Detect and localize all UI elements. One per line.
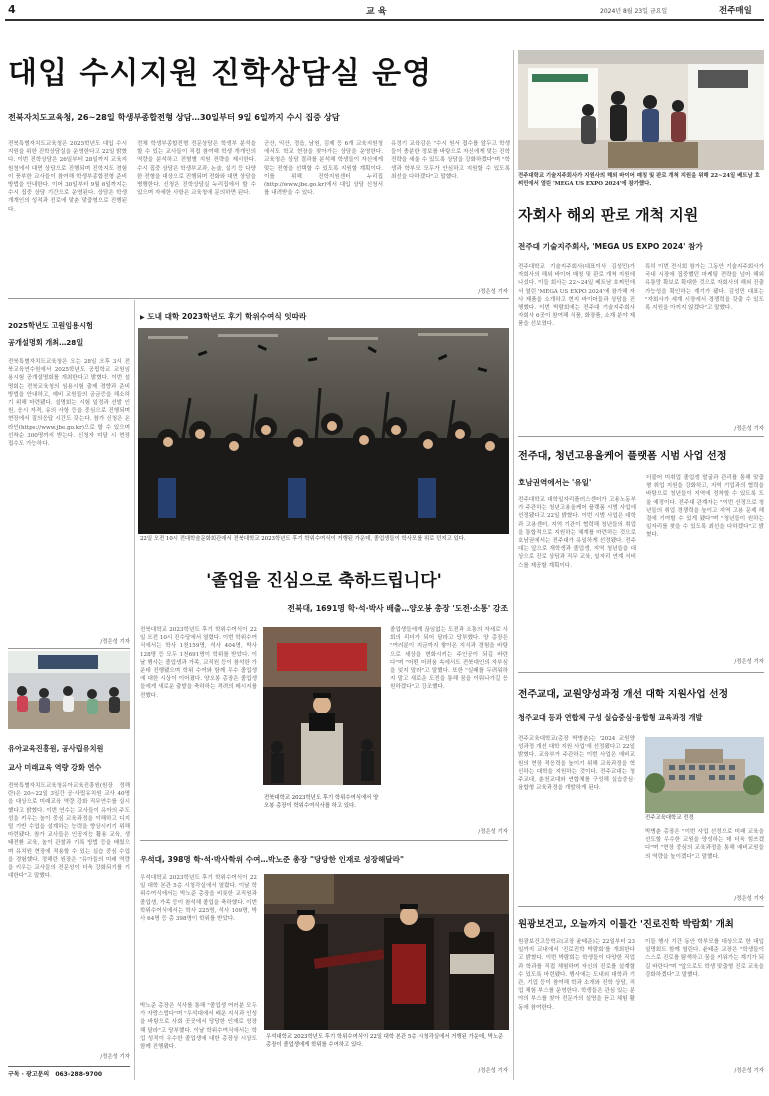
- lead-headline: 대입 수시지원 진학상담실 운영: [8, 56, 433, 91]
- graduation-col-3: 졸업생들에게 끊임없는 도전과 소통의 자세로 사회의 리더가 되어 달라고 당부했다. 양 총장은 "여러분이 지금까지 쌓아온 지식과 경험을 바탕으로 세상을 변화시키는 주인공이 되길 바란다"며 "어떤 어려움 속에서도 전북대인의 자부심을 잊지 말라"고 말했다. 또한 "실패를 두려워하지 말고 새로운 도전을 통해 꿈을 이뤄나가길 응원하겠다"고 강조했다.: [390, 627, 508, 691]
- side1-title: 공개설명회 개최…28일: [8, 338, 84, 347]
- expo-byline: /정은성 기자: [734, 426, 764, 432]
- side1-body: 전북특별자치도교육청은 오는 28일 오후 3시 전북교육연수원에서 2025학년도 공립학교 교원임용시험 공개설명회를 개최한다고 밝혔다. 이번 설명회는 전북교육청의 임용시험 출제 경향과 준비 방법을 안내하고, 예비 교원들의 궁금증을 해소하기 위해 마련됐다. 설명회는 시험 일정과 선발 인원, 응시 자격, 유의 사항 등을 중심으로 진행되며 현장에서 질의응답 시간도 갖는다. 참가 신청은 온라인(https://www.jbe.go.kr)으로 할 수 있으며 선착순 300명까지 받는다. 신청자 미달 시 현장 접수도 가능하다.: [8, 359, 130, 448]
- lead-rule: [8, 298, 509, 299]
- graduation-caption: 22일 오전 10시 전대학술문화회관에서 전북대학교 2023학년도 후기 학위수여식이 거행된 가운데, 졸업생들이 학사모를 위로 던지고 있다.: [140, 536, 466, 542]
- expo-caption: 전주대학교 기술지주회사가 지원사의 해외 바이어 매칭 및 판로 개척 지원을 위해 22~24일 베트남 호찌민에서 열린 'MEGA US EXPO 2024'에 참가했다.: [518, 173, 760, 187]
- side1-byline: /정은성 기자: [100, 639, 130, 645]
- subscription-label: 구독 · 광고문의: [8, 1071, 50, 1078]
- jeonju-univ-col-2: 더불어 미취업 졸업생 발굴과 관리를 통해 맞춤형 취업 지원을 강화하고, 지역 기업과의 협력을 바탕으로 청년들이 지역에 정착할 수 있도록 도울 예정이다. 전주대 관계자는 "이번 선정으로 청년들의 취업 경쟁력을 높이고 지역 고용 문제 해결에 기여할 수 있게 됐다"며 "청년들이 원하는 일자리를 찾을 수 있도록 최선을 다하겠다"고 밝혔다.: [646, 475, 764, 539]
- lead-byline: /정은성 기자: [478, 289, 508, 295]
- jnue-byline: /정은성 기자: [734, 896, 764, 902]
- woosuk-photo-image: [264, 874, 509, 1030]
- campus-photo-image: [645, 737, 764, 813]
- jnue-headline: 전주교대, 교원양성과정 개선 대학 지원사업 선정: [518, 689, 729, 700]
- side2-subtitle: 교사 미래교육 역량 강화 연수: [8, 763, 102, 772]
- jeonju-univ-byline: /정은성 기자: [734, 659, 764, 665]
- graduation-col-1: 전북대학교 2023학년도 후기 학위수여식이 22일 오전 10시 진수당에서 열렸다. 이번 학위수여식에서는 학사 1천159명, 석사 404명, 박사 128명 등 모두 1천691명이 학위를 받았다. 이날 행사는 졸업생과 가족, 교직원 등이 참석한 가운데 진행됐으며 학위 수여와 함께 우수 졸업생에 대한 시상이 이어졌다. 양오봉 총장은 졸업생들에게 새로운 출발을 축하하는 격려의 메시지를 전했다.: [140, 627, 257, 699]
- side1-rule: [8, 648, 130, 649]
- wonkwang-headline: 원광보건고, 오늘까지 이틀간 '진로진학 박람회' 개최: [518, 919, 734, 930]
- graduation-photo: [138, 328, 509, 534]
- jnue-col-2: 박병춘 총장은 "이번 사업 선정으로 미래 교육을 선도할 우수한 교원을 양성하는 데 더욱 힘쓰겠다"며 "현장 중심의 교육과정을 통해 예비교원들의 역량을 높이겠다"고 말했다.: [645, 829, 764, 860]
- wonkwang-col-1: 원광보건고등학교(교장 윤태준)는 22일부터 23일까지 교내에서 '진로진학 박람회'를 개최한다고 밝혔다. 이번 박람회는 학생들이 다양한 직업과 학과를 직접 체험하며 자신의 진로를 설계할 수 있도록 마련됐다. 행사에는 도내외 대학과 기관, 기업 등이 참여해 학과 소개와 진학 상담, 직업 체험 부스를 운영한다. 학생들은 관심 있는 분야의 부스를 찾아 전문가의 설명을 듣고 체험 활동에 참여한다.: [518, 939, 635, 1011]
- jnue-rule: [518, 906, 764, 907]
- expo-rule: [518, 436, 764, 437]
- lead-col-2: 전체 학생부종합전형 전문상담은 학생부 분석을 할 수 있는 교사들이 직접 참여해 학생 개개인의 역량을 분석하고 전형별 지원 전략을 제시한다. 수시 집중 상담은 학생부교과, 논술, 실기 등 다양한 전형을 대상으로 진행되며 전화와 대면 상담을 병행한다. 신청은 진학상담실 누리집에서 할 수 있으며 자세한 사항은 교육청에 문의하면 된다.: [137, 141, 256, 197]
- jeonju-univ-rule: [518, 672, 764, 673]
- jnue-subhead: 청주교대 등과 연합체 구성 실습중심·융합형 교육과정 개발: [518, 713, 703, 722]
- wonkwang-byline: /정은성 기자: [734, 1068, 764, 1074]
- graduation-rule: [140, 840, 508, 841]
- masthead-rule: [5, 19, 764, 21]
- jnue-photo: [645, 737, 764, 813]
- graduation-banner: [140, 311, 508, 322]
- woosuk-byline: /정은성 기자: [478, 1068, 508, 1074]
- graduation-byline: /정은성 기자: [478, 829, 508, 835]
- expo-photo-image: [518, 50, 764, 170]
- side2-body: 전북특별자치도교육청유아교육진흥원(원장 정해란)은 20~22일 3일간 공·사립유치원 교사 40명을 대상으로 미래교육 역량 강화 직무연수를 실시했다고 밝혔다. 이번 연수는 교사들이 유아의 주도성을 키우는 놀이 중심 교육과정을 이해하고 디지털 기반 수업을 설계하는 능력을 향상시키기 위해 마련됐다. 참가 교사들은 인공지능 활용 교육, 생태전환 교육, 놀이 관찰과 기록 방법 등을 배웠으며 유치원 현장에 적용할 수 있는 실습 중심 수업을 경험했다. 정해란 원장은 "유아들의 미래 역량을 키우는 교사들의 전문성이 더욱 강화되기를 기대한다"고 말했다.: [8, 783, 130, 880]
- jeonju-univ-col-1: 전주대학교 대학일자리플러스센터가 고용노동부가 주관하는 청년고용올케어 플랫폼 시범 사업에 선정됐다고 22일 밝혔다. 이번 시범 사업은 대학과 고용센터, 지역 기관이 협력해 청년들의 취업을 통합적으로 지원하는 체계를 마련하는 것으로 호남권에서는 전주대가 유일하게 선정됐다. 전주대는 앞으로 재학생과 졸업생, 지역 청년들을 대상으로 진로 상담과 직무 교육, 일자리 연계 서비스를 제공할 계획이다.: [518, 497, 636, 569]
- side2-photo: [8, 651, 130, 729]
- lead-col-3: 군산, 익산, 정읍, 남원, 김제 등 6개 교육지원청에서도 학교 현장을 찾아가는 상담을 운영한다. 교육청은 상담 결과를 분석해 학생들이 자신에게 맞는 전형을 선택할 수 있도록 지원할 계획이다. 이를 위해 진학지원센터 누리집(http://www.jbe.go.kr)에서 대입 상담 신청서를 내려받을 수 있다.: [264, 141, 383, 197]
- graduation-subhead: 전북대, 1691명 학·석·박사 배출…양오봉 총장 '도전·소통' 강조: [287, 604, 508, 613]
- side2-title: 유아교육진흥원, 공사립유치원: [8, 744, 104, 753]
- classroom-photo-image: [8, 651, 130, 729]
- side2-byline: /정은성 기자: [100, 1054, 130, 1060]
- right-column-divider: [513, 50, 514, 1080]
- subscription-box: [8, 1066, 130, 1078]
- side1-kicker: 2025학년도 고원임용시험: [8, 321, 93, 330]
- graduation-headline: '졸업을 진심으로 축하드립니다': [206, 571, 442, 591]
- expo-col-1: 전주대학교 기술지주회사(대표이사 김성민)가 자회사의 해외 바이어 매칭 및 판로 개척 지원에 나섰다. 이들 회사는 22~24일 베트남 호찌민에서 열린 'MEGA US EXPO 2024'에 참가해 자사 제품을 소개하고 현지 바이어들과 상담을 진행했다. 이번 박람회에는 전주대 기술지주회사 자회사 6곳이 참여해 식품, 화장품, 소재 분야 제품을 선보였다.: [518, 264, 635, 328]
- jeonju-univ-subhead: 호남권역에서는 '유일': [518, 478, 592, 487]
- subscription-phone: 063-288-9700: [55, 1071, 103, 1078]
- banner-arrow-icon: ▶: [140, 314, 145, 321]
- expo-photo: [518, 50, 764, 170]
- left-column-divider: [134, 300, 135, 1080]
- ceremony-photo-image: [138, 328, 509, 534]
- jbnu-president-caption: 전북대학교 2023학년도 후기 학위수여식에서 양오봉 총장이 학위수여식사를 하고 있다.: [264, 795, 379, 809]
- jnue-col-1: 전주교육대학교(총장 박병춘)는 '2024 교원양성과정 개선 대학 지원 사업'에 선정됐다고 22일 밝혔다. 교육부가 주관하는 이번 사업은 예비교원의 현장 적응력을 높이기 위해 교육과정을 혁신하는 대학을 지원하는 것이다. 전주교대는 청주교대, 춘천교대와 연합체를 구성해 실습중심·융합형 교육과정을 개발하게 된다.: [518, 736, 635, 792]
- expo-col-2: 특히 이번 전시회 참가는 그동안 기술지주회사가 국내 시장에 집중했던 마케팅 전략을 넘어 해외 유통망 확보로 확대한 것으로 자회사의 해외 진출 가능성을 확인하는 계기가 됐다. 김성민 대표는 "자회사가 세계 시장에서 경쟁력을 갖출 수 있도록 지원을 아끼지 않겠다"고 말했다.: [645, 264, 764, 312]
- jeonju-univ-headline: 전주대, 청년고용올케어 플랫폼 시범 사업 선정: [518, 451, 727, 462]
- graduation-banner-text: 도내 대학 2023학년도 후기 학위수여식 잇따라: [147, 312, 307, 321]
- masthead: [8, 3, 761, 19]
- paper-name: 전주매일: [719, 6, 752, 16]
- wonkwang-col-2: 이들 행사 기간 동안 학부모를 대상으로 한 대입 설명회도 함께 열린다. 윤태준 교장은 "학생들이 스스로 진로를 탐색하고 꿈을 키워가는 계기가 되길 바란다"며 "앞으로도 학생 맞춤형 진로 교육을 강화하겠다"고 말했다.: [645, 939, 764, 978]
- page-number: 4: [8, 3, 16, 16]
- expo-headline: 자회사 해외 판로 개척 지원: [518, 206, 699, 224]
- president-photo-image: [263, 627, 381, 785]
- jbnu-president-photo: [263, 627, 381, 785]
- issue-date: 2024년 8월 23일 금요일: [600, 8, 668, 15]
- woosuk-col-1: 우석대학교 2023학년도 후기 학위수여식이 22일 대학 본관 5층 시청각실에서 열렸다. 이날 학위수여식에서는 박노준 총장을 비롯한 교직원과 졸업생, 가족 등이 참석해 졸업을 축하했다. 이번 학위수여식에서는 학사 225명, 석사 109명, 박사 64명 등 총 398명이 학위를 받았다.: [140, 875, 257, 923]
- woosuk-caption: 우석대학교 2023학년도 후기 학위수여식이 22일 대학 본관 5층 시청각실에서 거행된 가운데, 박노준 총장이 졸업생에게 학위를 수여하고 있다.: [266, 1034, 504, 1048]
- woosuk-col-2: 박노준 총장은 식사를 통해 "졸업생 여러분 모두가 자랑스럽다"며 "우석대에서 배운 지식과 인성을 바탕으로 사회 곳곳에서 당당한 인재로 성장해 달라"고 당부했다. 이날 학위수여식에서는 학업 성적이 우수한 졸업생에 대한 총장상 시상도 함께 진행됐다.: [140, 1003, 257, 1051]
- jnue-caption: 전주교육대학교 전경: [645, 815, 694, 821]
- section-label: 교 육: [366, 7, 387, 17]
- expo-subhead: 전주대 기술지주회사, 'MEGA US EXPO 2024' 참가: [518, 242, 703, 251]
- lead-subhead: 전북자치도교육청, 26~28일 학생부종합전형 상담…30일부터 9일 6일까지 수시 집중 상담: [8, 112, 340, 122]
- woosuk-headline: 우석대, 398명 학·석·박사학위 수여…박노준 총장 "당당한 인재로 성장해달라": [140, 855, 404, 864]
- lead-col-4: 유정기 교육감은 "수시 원서 접수를 앞두고 학생들이 충분한 정보를 바탕으로 자신에게 맞는 진학 전략을 세울 수 있도록 상담을 강화하겠다"며 "학생과 학부모 모두가 안심하고 지원할 수 있도록 최선을 다하겠다"고 말했다.: [391, 141, 510, 180]
- lead-col-1: 전북특별자치도교육청은 2025학년도 대입 수시 지원을 위한 진학상담실을 운영한다고 22일 밝혔다. 이번 진학상담은 26일부터 28일까지 교육지원청에서 대면 상담으로 진행되며 진학지도 경험이 풍부한 교사들이 참여해 학생부종합전형 준비 방법을 안내한다. 이어 30일부터 9월 6일까지는 수시 집중 상담 기간으로 운영된다. 상담은 학생 개개인의 성적과 진로에 맞춘 맞춤형으로 진행된다.: [8, 141, 127, 213]
- woosuk-photo: [264, 874, 509, 1030]
